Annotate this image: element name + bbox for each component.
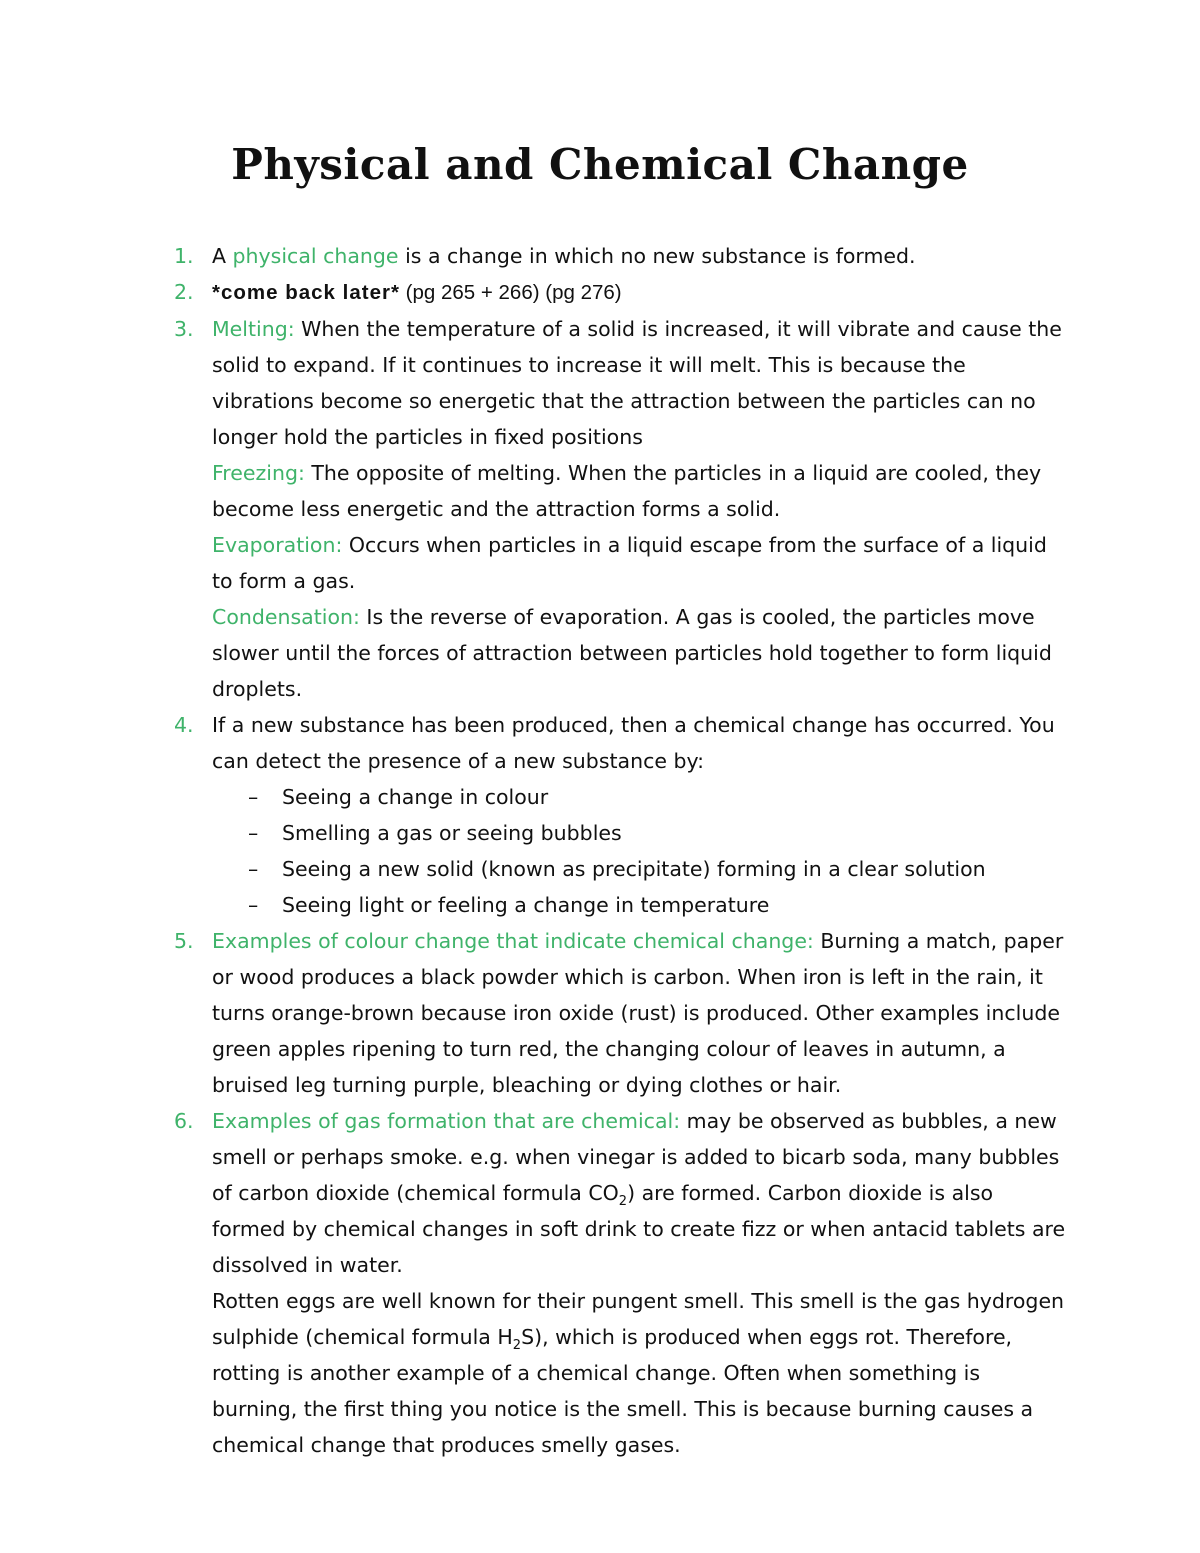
bullet-text: Seeing a new solid (known as precipitate) forming in a clear solution [282, 857, 986, 881]
freezing-text: The opposite of melting. When the particles in a liquid are cooled, they become less energetic and the attraction forms a solid. [212, 461, 1042, 521]
freezing-paragraph [212, 455, 1070, 527]
bullet-text: Seeing a change in colour [282, 785, 549, 809]
item-number: 5. [174, 929, 194, 953]
gas-text-a: may be observed as bubbles, a new smell or perhaps smoke. e.g. when vinegar is added to bicarb soda, many bubbles of carbon dioxide (chemical formula CO [212, 1109, 1060, 1205]
term-freezing: Freezing: [212, 461, 305, 485]
bullet-item [212, 779, 1070, 815]
term-evaporation: Evaporation: [212, 533, 343, 557]
item-number: 2. [174, 280, 194, 304]
item-number: 6. [174, 1109, 194, 1133]
notes-list [0, 238, 1200, 1463]
item-number: 4. [174, 713, 194, 737]
rotten-eggs-paragraph [212, 1283, 1070, 1463]
bullet-item [212, 851, 1070, 887]
list-item-2 [0, 274, 1200, 311]
dash-marker: – [248, 893, 259, 917]
rotten-text-a: Rotten eggs are well known for their pungent smell. This smell is the gas hydrogen sulphide (chemical formula H [212, 1289, 1065, 1349]
term-colour-change: Examples of colour change that indicate chemical change: [212, 929, 814, 953]
subscript: 2 [618, 1194, 628, 1210]
bullet-item [212, 887, 1070, 923]
term-condensation: Condensation: [212, 605, 360, 629]
term-melting: Melting: [212, 317, 295, 341]
term-gas-formation: Examples of gas formation that are chemical: [212, 1109, 681, 1133]
evaporation-paragraph [212, 527, 1070, 599]
dash-marker: – [248, 821, 259, 845]
page-references: (pg 265 + 266) (pg 276) [399, 281, 622, 304]
page-title: Physical and Chemical Change [231, 140, 969, 189]
chemical-change-text: If a new substance has been produced, then a chemical change has occurred. You can detect the presence of a new substance by: [212, 713, 1055, 773]
item-text-pre: A [212, 244, 233, 268]
condensation-text: Is the reverse of evaporation. A gas is cooled, the particles move slower until the forces of attraction between particles hold together to form liquid droplets. [212, 605, 1052, 701]
colour-change-text: Burning a match, paper or wood produces a black powder which is carbon. When iron is left in the rain, it turns orange-brown because iron oxide (rust) is produced. Other examples include green apples ripening to turn red, the changing colour of leaves in autumn, a bruised leg turning purple, bleaching or dying clothes or hair. [212, 929, 1064, 1097]
list-item-5 [0, 923, 1200, 1103]
item-number: 3. [174, 317, 194, 341]
dash-marker: – [248, 785, 259, 809]
list-item-6 [0, 1103, 1200, 1463]
melting-paragraph [212, 311, 1070, 455]
list-item-1 [0, 238, 1200, 274]
evaporation-text: Occurs when particles in a liquid escape from the surface of a liquid to form a gas. [212, 533, 1047, 593]
gas-formation-paragraph [212, 1103, 1070, 1283]
rotten-text-b: S), which is produced when eggs rot. Therefore, rotting is another example of a chemical change. Often when something is burning, the first thing you notice is the smell. This is because burning causes a chemical change that produces smelly gases. [212, 1325, 1034, 1457]
bullet-text: Seeing light or feeling a change in temperature [282, 893, 770, 917]
detection-bullets [212, 779, 1070, 923]
item-text: is a change in which no new substance is formed. [398, 244, 916, 268]
dash-marker: – [248, 857, 259, 881]
term-physical-change: physical change [232, 244, 399, 268]
gas-text-b: ) are formed. Carbon dioxide is also formed by chemical changes in soft drink to create fizz or when antacid tablets are dissolved in water. [212, 1181, 1066, 1277]
come-back-later-note: *come back later* [212, 281, 400, 304]
list-item-3 [0, 311, 1200, 707]
list-item-4 [0, 707, 1200, 923]
subscript: 2 [512, 1338, 522, 1354]
item-number: 1. [174, 244, 194, 268]
condensation-paragraph [212, 599, 1070, 707]
melting-text: When the temperature of a solid is increased, it will vibrate and cause the solid to expand. If it continues to increase it will melt. This is because the vibrations become so energetic that the attraction between the particles can no longer hold the particles in fixed positions [212, 317, 1062, 449]
bullet-text: Smelling a gas or seeing bubbles [282, 821, 622, 845]
bullet-item [212, 815, 1070, 851]
